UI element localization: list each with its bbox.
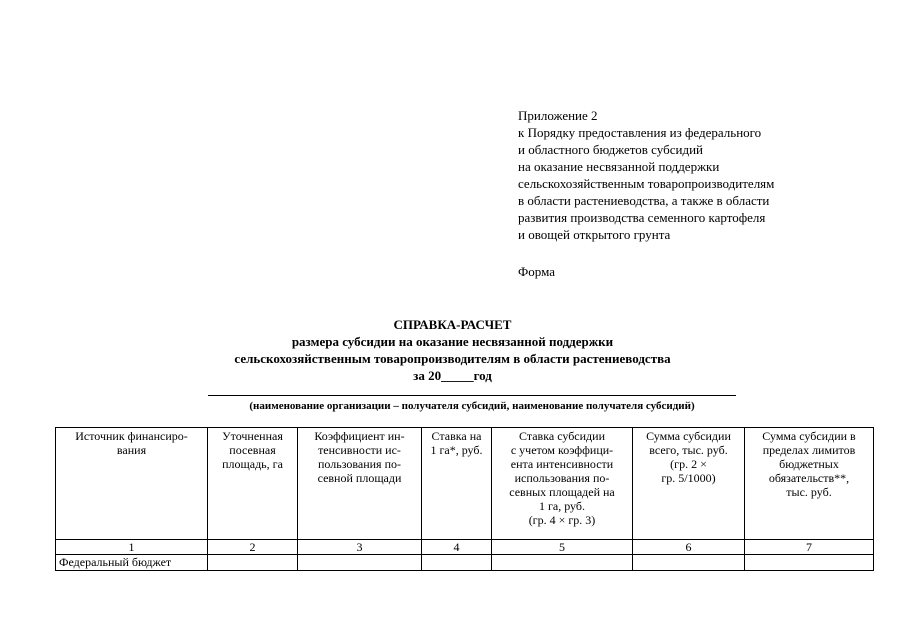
column-number: 1 [56,540,208,555]
table-cell [492,555,633,571]
org-name-underline [208,395,736,396]
column-number-row [56,540,874,555]
annex-line: и овощей открытого грунта [518,227,671,242]
header-financing-source: Источник финансиро- вания [56,428,208,540]
form-label: Форма [518,264,555,279]
table-row [56,555,874,571]
table-header-row [56,428,874,540]
header-intensity-coefficient: Коэффициент ин- тенсивности ис- пользования по- севной площади [298,428,422,540]
annex-line: и областного бюджетов субсидий [518,142,703,157]
column-number: 7 [745,540,874,555]
header-subsidy-within-limits: Сумма субсидии в пределах лимитов бюджетных обязательств**, тыс. руб. [745,428,874,540]
column-number: 6 [633,540,745,555]
title-line: размера субсидии на оказание несвязанной поддержки [291,334,614,349]
table-cell [422,555,492,571]
document-title [0,316,905,384]
column-number: 2 [208,540,298,555]
table-cell [208,555,298,571]
annex-line: на оказание несвязанной поддержки [518,159,720,174]
table-cell [745,555,874,571]
annex-line: к Порядку предоставления из федерального [518,125,762,140]
annex-block [518,107,774,243]
org-name-caption: (наименование организации – получателя субсидий, наименование получателя субсидий) [249,400,695,412]
annex-line: Приложение 2 [518,108,598,123]
header-sown-area: Уточненная посевная площадь, га [208,428,298,540]
annex-line: сельскохозяйственным товаропроизводителям [518,176,775,191]
title-line: сельскохозяйственным товаропроизводителям в области растениеводства [234,351,671,366]
column-number: 5 [492,540,633,555]
header-rate-per-hectare: Ставка на 1 га*, руб. [422,428,492,540]
title-line: за 20_____год [413,368,492,383]
table-cell [633,555,745,571]
row-label-federal-budget: Федеральный бюджет [56,555,208,571]
table-cell [298,555,422,571]
column-number: 3 [298,540,422,555]
title-line: СПРАВКА-РАСЧЕТ [393,317,512,332]
annex-line: развития производства семенного картофеля [518,210,766,225]
column-number: 4 [422,540,492,555]
annex-line: в области растениеводства, а также в области [518,193,770,208]
header-subsidy-rate: Ставка субсидии с учетом коэффици- ента интенсивности использования по- севных площадей на 1 га, руб. (гр. 4 × гр. 3) [492,428,633,540]
header-subsidy-total: Сумма субсидии всего, тыс. руб. (гр. 2 × гр. 5/1000) [633,428,745,540]
calculation-table [55,427,874,571]
